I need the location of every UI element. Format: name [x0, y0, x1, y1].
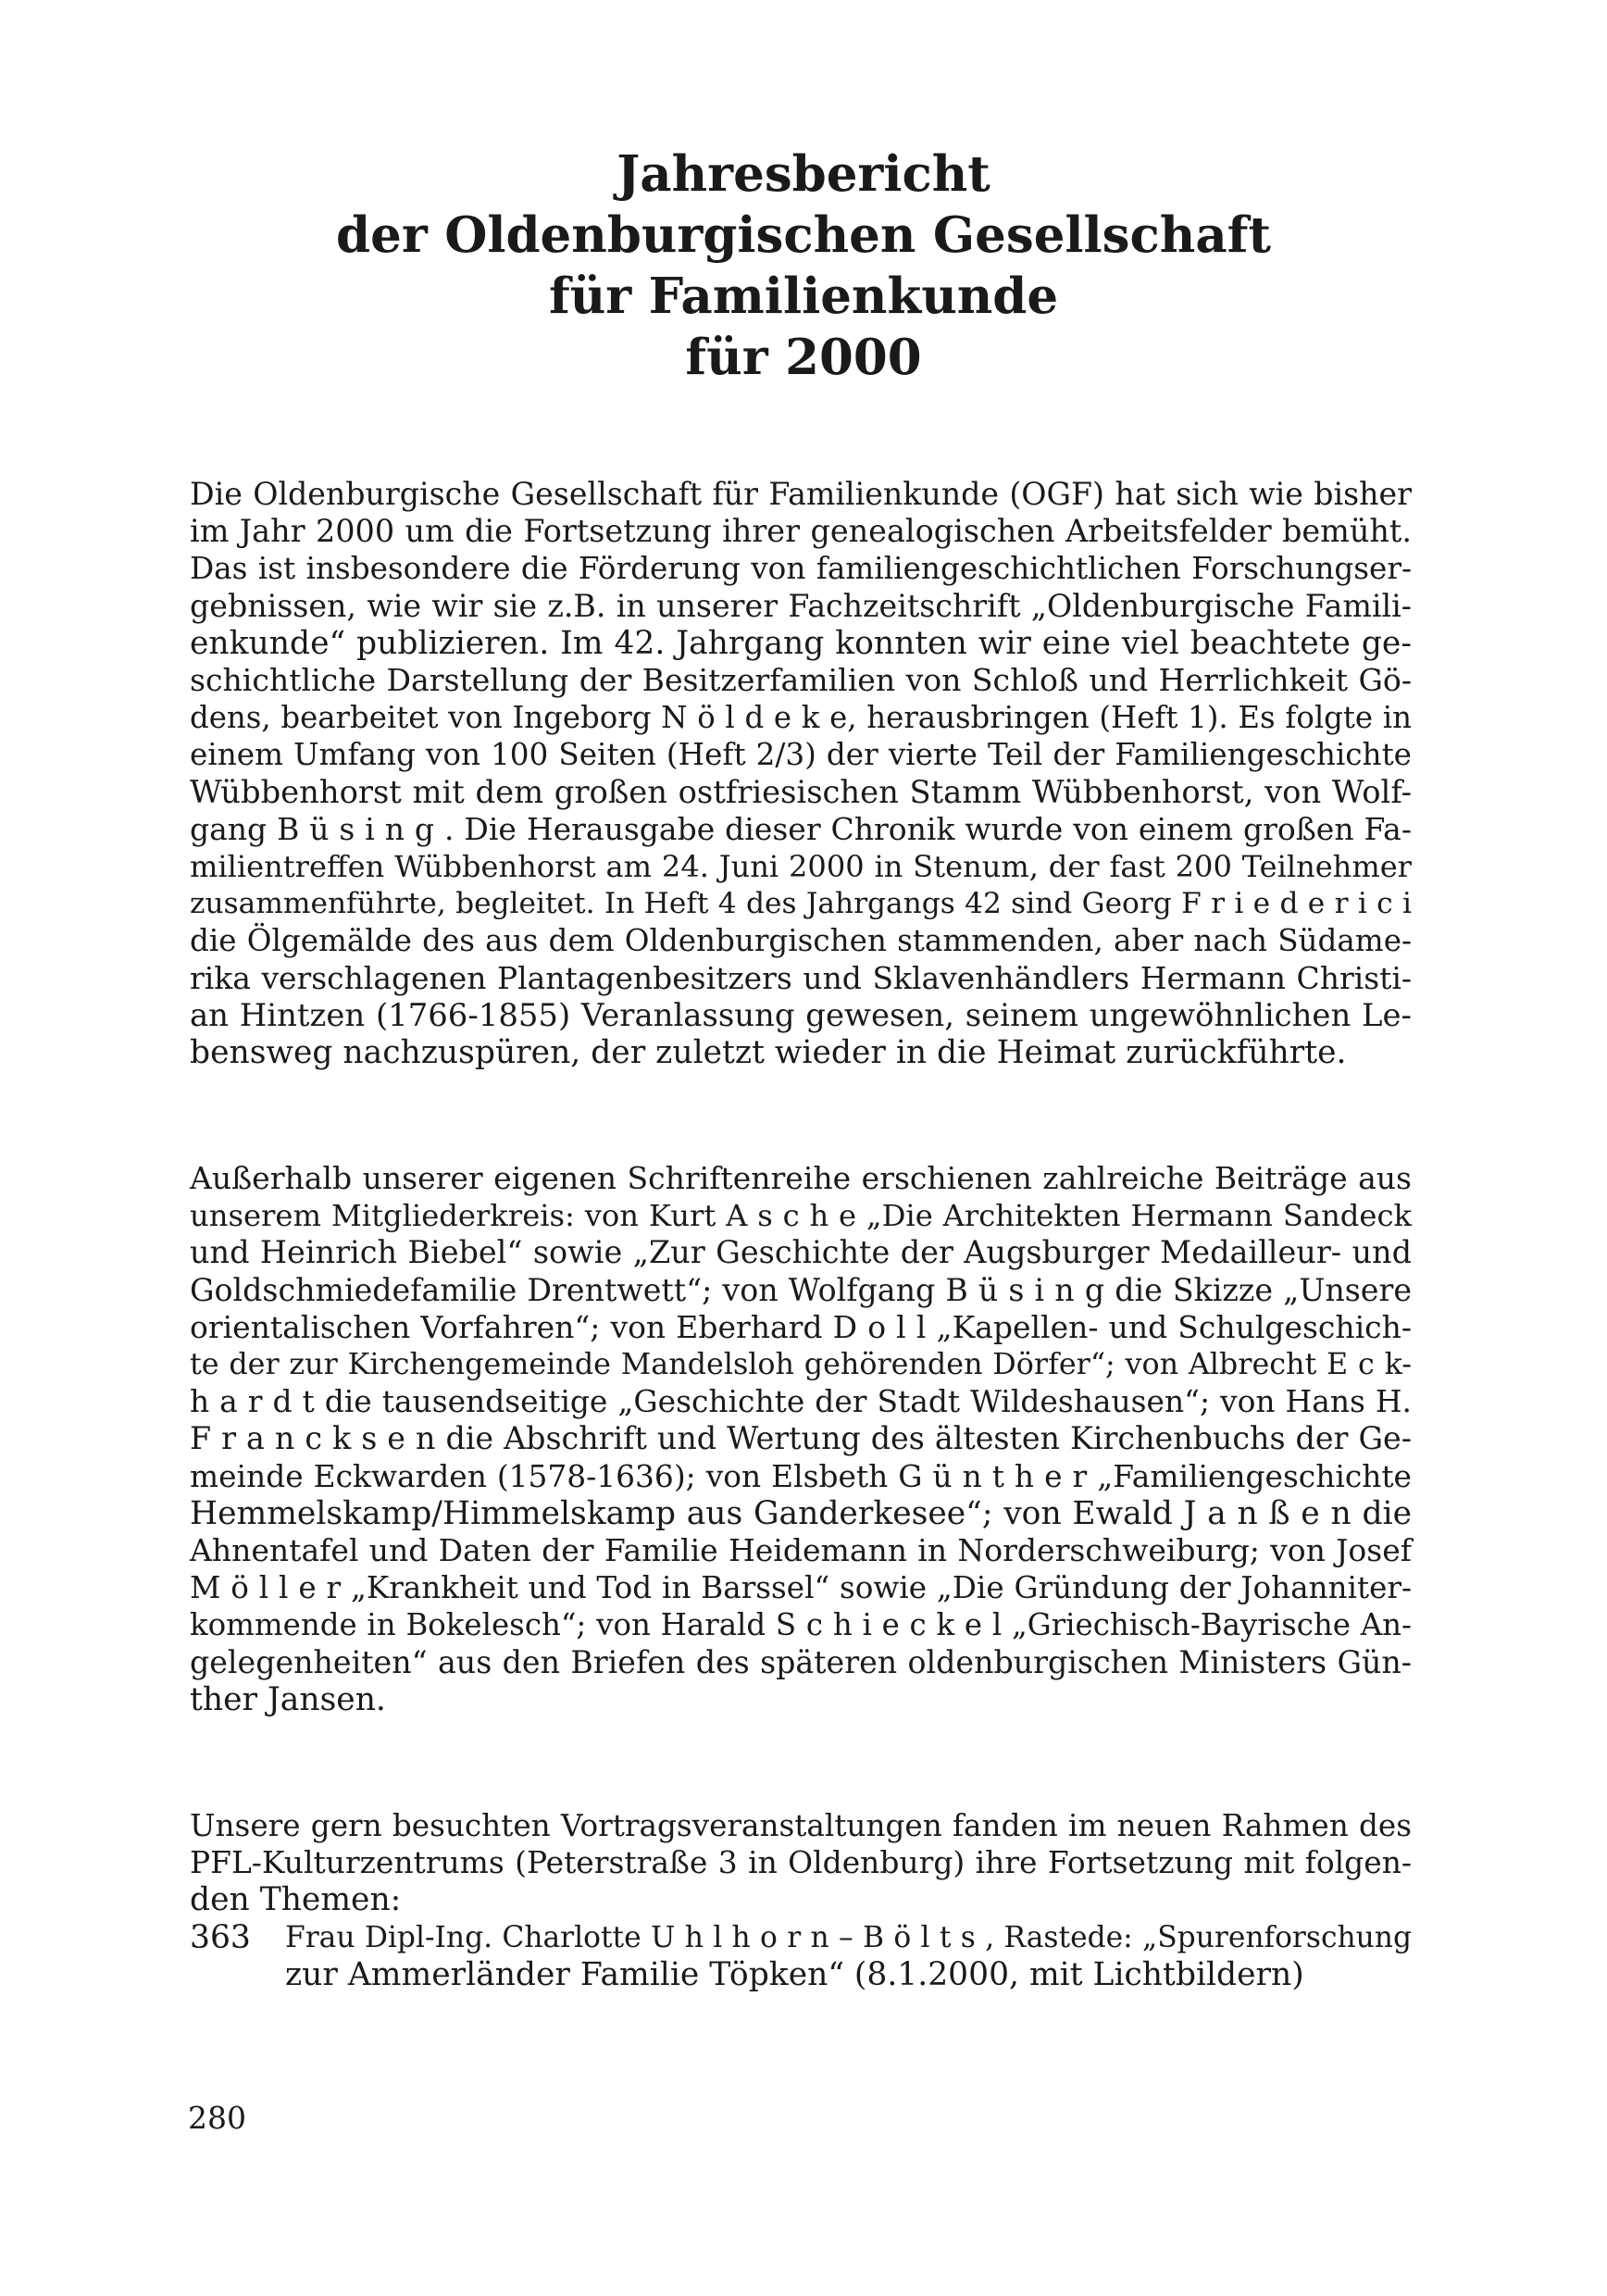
text-line: gebnissen, wie wir sie z.B. in unserer Fachzeitschrift „Oldenburgische Famili- [190, 587, 1412, 624]
text-line: den Themen: [190, 1881, 402, 1919]
text-line: Hemmelskamp/Himmelskamp aus Ganderkesee“; von Ewald J a n ß e n die [190, 1494, 1412, 1532]
text-line: dens, bearbeitet von Ingeborg N ö l d e k e, herausbringen (Heft 1). Es folgte in [190, 700, 1412, 736]
text-line: Wübbenhorst mit dem großen ostfriesischen Stamm Wübbenhorst, von Wolf- [190, 773, 1412, 810]
text-line: und Heinrich Biebel“ sowie „Zur Geschichte der Augsburger Medailleur- und [190, 1234, 1412, 1271]
text-line: F r a n c k s e n die Abschrift und Wertung des ältesten Kirchenbuchs der Ge- [190, 1420, 1412, 1457]
text-line: Die Oldenburgische Gesellschaft für Familienkunde (OGF) hat sich wie bisher [190, 476, 1412, 512]
text-line: PFL-Kulturzentrums (Peterstraße 3 in Oldenburg) ihre Fortsetzung mit folgen- [190, 1844, 1412, 1881]
paragraph-publications [190, 476, 1412, 1071]
title-line: für Familienkunde [548, 268, 1059, 325]
text-line: Das ist insbesondere die Förderung von familiengeschichtlichen Forschungser- [190, 551, 1412, 587]
lecture-text [285, 1919, 1412, 1993]
text-line: an Hintzen (1766-1855) Veranlassung gewesen, seinem ungewöhnlichen Le- [190, 996, 1412, 1033]
text-line: zur Ammerländer Familie Töpken“ (8.1.2000, mit Lichtbildern) [285, 1956, 1304, 1994]
text-line: M ö l l e r „Krankheit und Tod in Barssel“ sowie „Die Gründung der Johanniter- [190, 1570, 1412, 1606]
text-line: schichtliche Darstellung der Besitzerfamilien von Schloß und Herrlichkeit Gö- [190, 662, 1412, 699]
text-line: zusammenführte, begleitet. In Heft 4 des Jahrgangs 42 sind Georg F r i e d e r i c i [190, 887, 1412, 921]
title-line: der Oldenburgischen Gesellschaft [336, 206, 1271, 264]
text-line: bensweg nachzuspüren, der zuletzt wieder in die Heimat zurückführte. [190, 1034, 1347, 1072]
text-line: te der zur Kirchengemeinde Mandelsloh gehörenden Dörfer“; von Albrecht E c k- [190, 1348, 1412, 1382]
text-line: enkunde“ publizieren. Im 42. Jahrgang konnten wir eine viel beachtete ge- [190, 624, 1412, 662]
text-line: Frau Dipl-Ing. Charlotte U h l h o r n – B ö l t s , Rastede: „Spurenforschung [285, 1921, 1412, 1954]
text-line: die Ölgemälde des aus dem Oldenburgischen stammenden, aber nach Südame- [190, 923, 1412, 959]
text-line: meinde Eckwarden (1578-1636); von Elsbeth G ü n t h e r „Familiengeschichte [190, 1458, 1412, 1494]
page-title [185, 144, 1422, 388]
text-line: h a r d t die tausendseitige „Geschichte der Stadt Wildeshausen“; von Hans H. [190, 1383, 1412, 1420]
text-line: einem Umfang von 100 Seiten (Heft 2/3) der vierte Teil der Familiengeschichte [190, 737, 1412, 773]
text-line: Außerhalb unserer eigenen Schriftenreihe erschienen zahlreiche Beiträge aus [190, 1160, 1412, 1196]
page-number: 280 [188, 2100, 246, 2136]
text-line: unserem Mitgliederkreis: von Kurt A s c h e „Die Architekten Hermann Sandeck [190, 1198, 1412, 1234]
text-line: kommende in Bokelesch“; von Harald S c h i e c k e l „Griechisch-Bayrische An- [190, 1607, 1412, 1643]
title-line: Jahresbericht [617, 145, 990, 203]
text-line: Ahnentafel und Daten der Familie Heidemann in Norderschweiburg; von Josef [190, 1532, 1412, 1569]
text-line: orientalischen Vorfahren“; von Eberhard D o l l „Kapellen- und Schulgeschich- [190, 1308, 1412, 1345]
text-line: Goldschmiedefamilie Drentwett“; von Wolfgang B ü s i n g die Skizze „Unsere [190, 1271, 1412, 1308]
text-line: im Jahr 2000 um die Fortsetzung ihrer genealogischen Arbeitsfelder bemüht. [190, 513, 1412, 550]
text-line: Unsere gern besuchten Vortragsveranstaltungen fanden im neuen Rahmen des [190, 1808, 1412, 1843]
text-line: gang B ü s i n g . Die Herausgabe dieser Chronik wurde von einem großen Fa- [190, 810, 1412, 847]
text-line: rika verschlagenen Plantagenbesitzers und Sklavenhändlers Hermann Christi- [190, 959, 1412, 996]
text-line: ther Jansen. [190, 1680, 386, 1718]
title-line: für 2000 [685, 329, 922, 386]
paragraph-lectures-intro [190, 1807, 1412, 1919]
text-line: milientreffen Wübbenhorst am 24. Juni 2000 in Stenum, der fast 200 Teilnehmer [190, 849, 1412, 885]
paragraph-member-contributions [190, 1160, 1412, 1718]
lecture-number: 363 [190, 1919, 251, 1956]
text-line: gelegenheiten“ aus den Briefen des späteren oldenburgischen Ministers Gün- [190, 1643, 1412, 1680]
